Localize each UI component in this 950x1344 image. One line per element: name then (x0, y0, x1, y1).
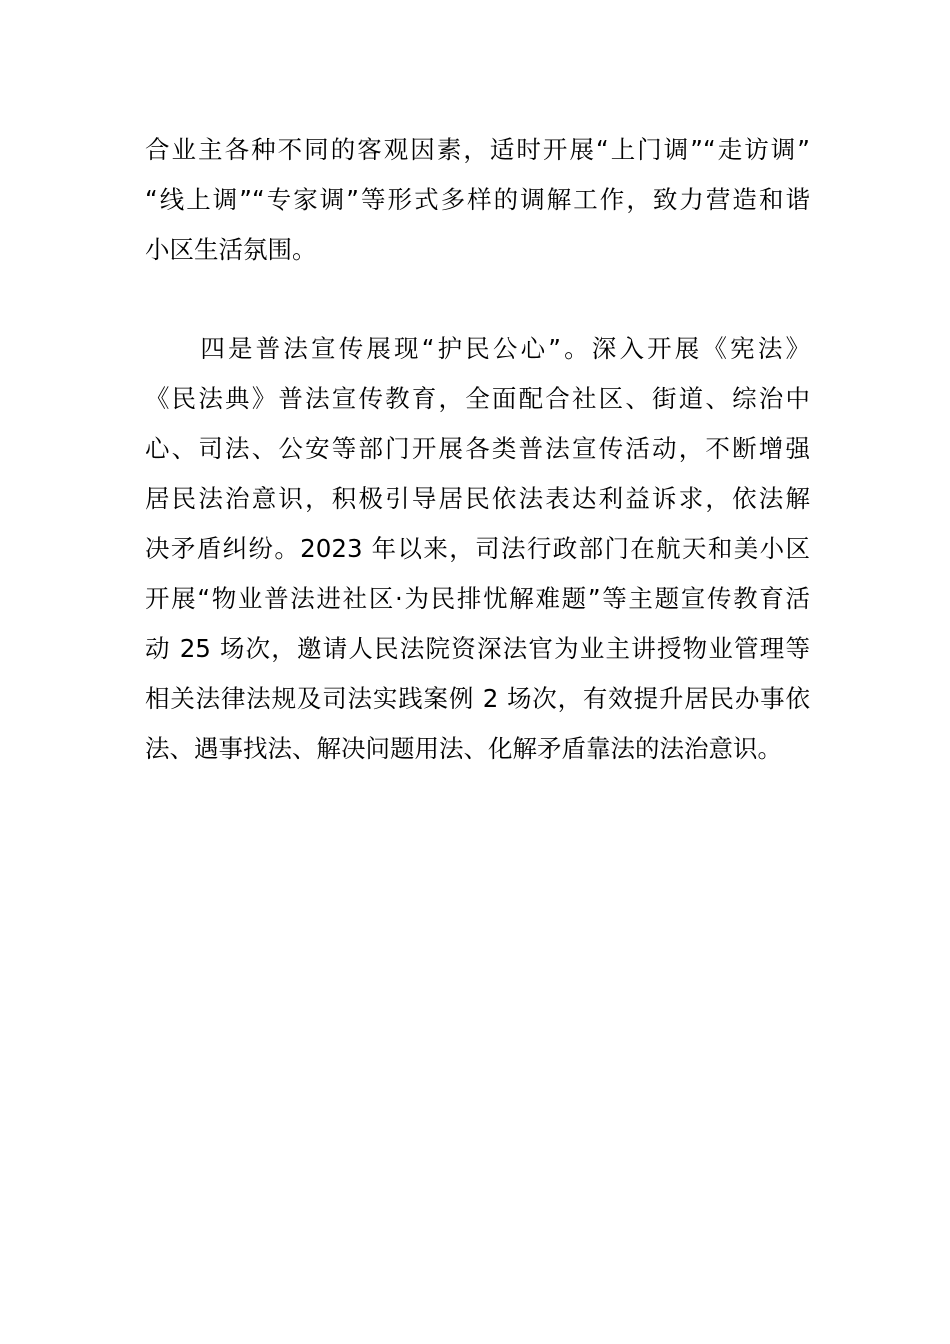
text-line: 开展“物业普法进社区·为民排忧解难题”等主题宣传教育活 (145, 584, 810, 613)
text-line: 动 25 场次，邀请人民法院资深法官为业主讲授物业管理等 (145, 634, 810, 663)
text-line: 法、遇事找法、解决问题用法、化解矛盾靠法的法治意识。 (145, 734, 782, 763)
text-line: 《民法典》普法宣传教育，全面配合社区、街道、综治中 (145, 384, 810, 413)
text-line: 决矛盾纠纷。2023 年以来，司法行政部门在航天和美小区 (145, 534, 810, 563)
text-line: 四是普法宣传展现“护民公心”。深入开展《宪法》 (145, 334, 810, 363)
text-line: 居民法治意识，积极引导居民依法表达利益诉求，依法解 (145, 484, 810, 513)
text-line: “线上调”“专家调”等形式多样的调解工作，致力营造和谐 (145, 185, 810, 214)
text-line: 合业主各种不同的客观因素，适时开展“上门调”“走访调” (145, 135, 810, 164)
paragraph-mediation-summary (145, 125, 810, 275)
text-line: 小区生活氛围。 (145, 235, 317, 264)
text-line: 心、司法、公安等部门开展各类普法宣传活动，不断增强 (145, 434, 810, 463)
text-line: 相关法律法规及司法实践案例 2 场次，有效提升居民办事依 (145, 684, 810, 713)
paragraph-legal-publicity (145, 324, 810, 774)
